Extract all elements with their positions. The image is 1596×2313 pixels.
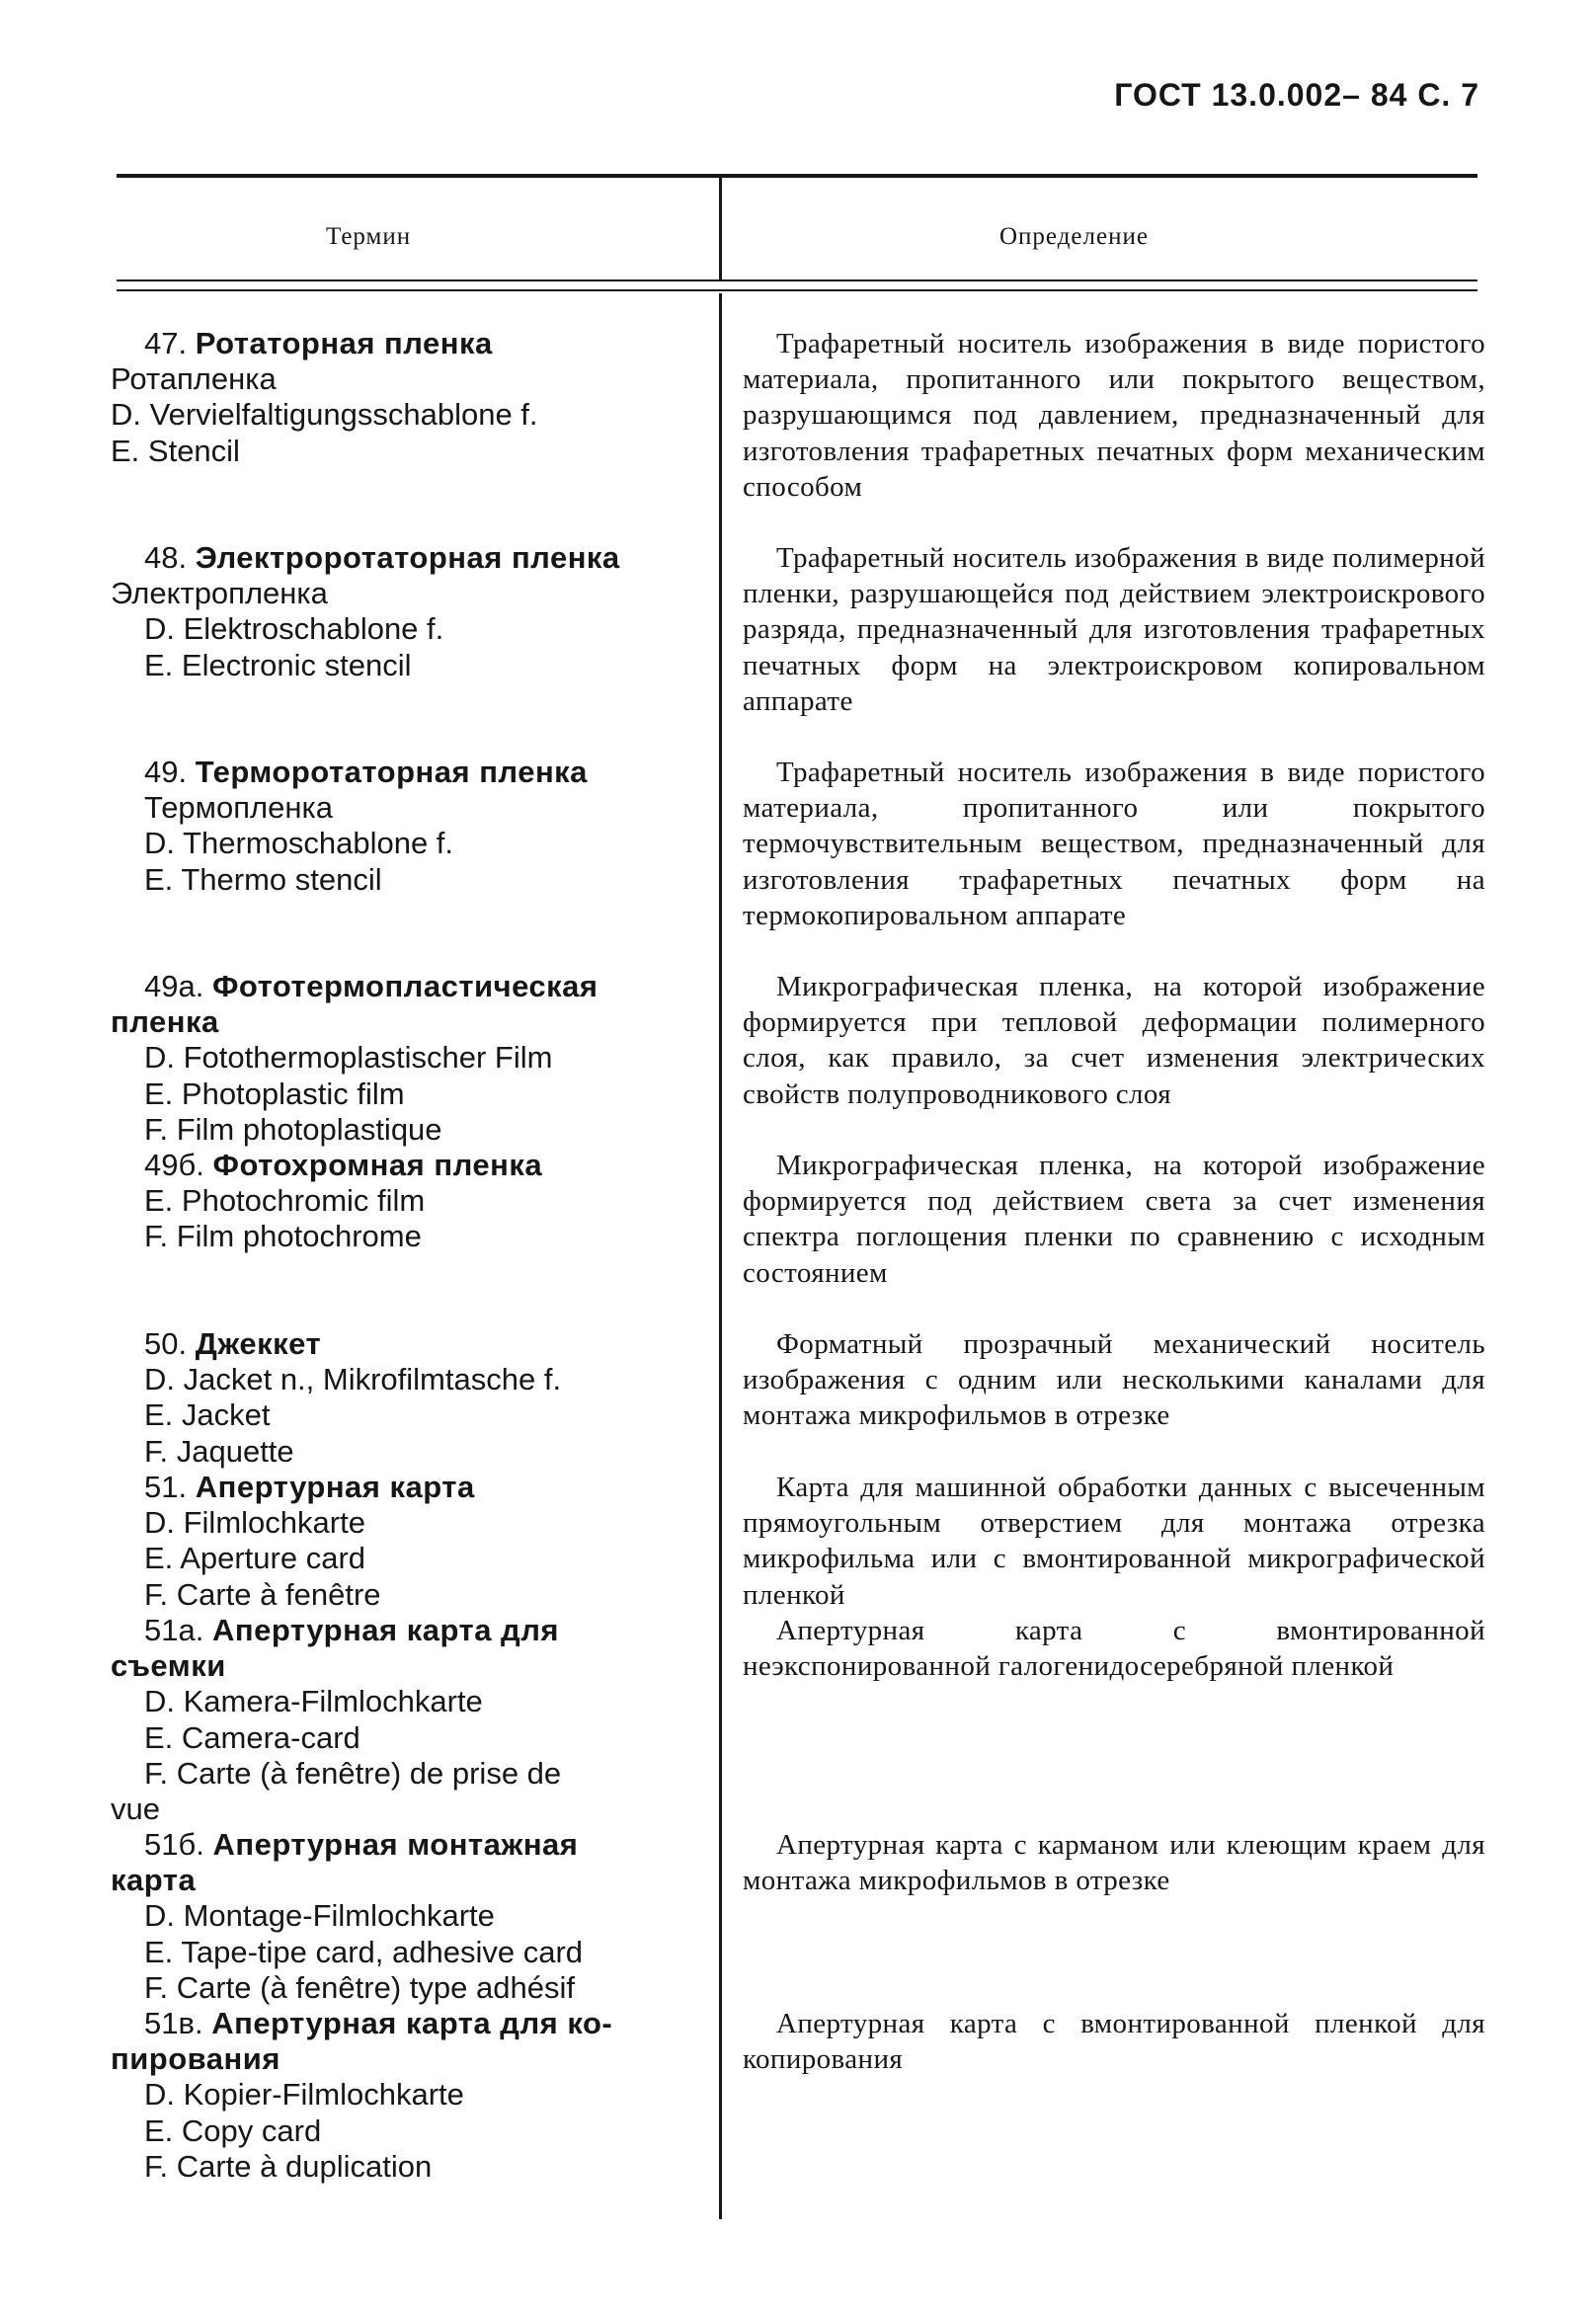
table-header-rule-second [117, 289, 1477, 291]
column-divider [719, 293, 722, 2219]
column-header-term: Термин [326, 223, 412, 250]
definition-51a: Апертурная карта с вмонтированной неэкспонированной галогенидосеребряной пленкой [743, 1615, 1485, 1683]
definition-50: Форматный прозрачный механический носитель изображения с одним или несколькими каналами для монтажа микрофильмов в отрезке [743, 1328, 1485, 1432]
column-divider-header [719, 178, 722, 279]
term-entry-47: 47. Ротаторная пленка Ротапленка D. Vervielfaltigungsschablone f. E. Stencil [111, 326, 538, 468]
term-entry-51a: 51а. Апертурная карта для съемки D. Kamera-Filmlochkarte E. Camera-card F. Carte (à fenêtre) de prise de vue [111, 1613, 562, 1827]
page-header: ГОСТ 13.0.002– 84 С. 7 [1114, 77, 1479, 113]
definition-51: Карта для машинной обработки данных с высеченным прямоугольным отверстием для монтажа отрезка микрофильма или с вмонтированной микрографической пленкой [743, 1472, 1485, 1611]
term-entry-49: 49. Терморотаторная пленка Термопленка D. Thermoschablone f. E. Thermo stencil [144, 755, 588, 897]
column-header-definition: Определение [999, 223, 1149, 250]
term-entry-50: 50. Джеккет D. Jacket n., Mikrofilmtasche f. E. Jacket F. Jaquette [144, 1326, 562, 1469]
definition-51b: Апертурная карта с карманом или клеющим краем для монтажа микрофильмов в отрезке [743, 1829, 1485, 1897]
definition-49: Трафаретный носитель изображения в виде пористого материала, пропитанного или покрытого термочувствительным веществом, предназначенный для изготовления трафаретных печатных форм на термокопировальном аппарате [743, 757, 1485, 931]
definition-47: Трафаретный носитель изображения в виде пористого материала, пропитанного или покрытого веществом, разрушающимся под давлением, предназначенный для изготовления трафаретных печатных форм механическим способом [743, 328, 1485, 503]
term-entry-49a: 49а. Фототермопластическая пленка D. Fotothermoplastischer Film E. Photoplastic film F. Film photoplastique [111, 969, 598, 1147]
table-top-rule [117, 174, 1477, 178]
term-entry-49b: 49б. Фотохромная пленка E. Photochromic film F. Film photochrome [144, 1148, 543, 1254]
definition-48: Трафаретный носитель изображения в виде полимерной пленки, разрушающейся под действием электроискрового разряда, предназначенный для изготовления трафаретных печатных форм на электроискровом копировальном аппарате [743, 542, 1485, 717]
term-entry-51v: 51в. Апертурная карта для ко- пирования D. Kopier-Filmlochkarte E. Copy card F. Carte à duplication [111, 2006, 613, 2184]
term-entry-51b: 51б. Апертурная монтажная карта D. Montage-Filmlochkarte E. Tape-tipe card, adhesive card F. Carte (à fenêtre) type adhésif [111, 1827, 584, 2005]
term-entry-51: 51. Апертурная карта D. Filmlochkarte E. Aperture card F. Carte à fenêtre [144, 1470, 475, 1612]
term-entry-48: 48. Электроротаторная пленка Электропленка D. Elektroschablone f. E. Electronic stencil [111, 540, 620, 682]
definition-51v: Апертурная карта с вмонтированной пленкой для копирования [743, 2008, 1485, 2076]
definition-49a: Микрографическая пленка, на которой изображение формируется при тепловой деформации полимерного слоя, как правило, за счет изменения электрических свойств полупроводникового слоя [743, 971, 1485, 1110]
definition-49b: Микрографическая пленка, на которой изображение формируется под действием света за счет изменения спектра поглощения пленки по сравнению с исходным состоянием [743, 1150, 1485, 1289]
table-header-rule [117, 279, 1477, 281]
